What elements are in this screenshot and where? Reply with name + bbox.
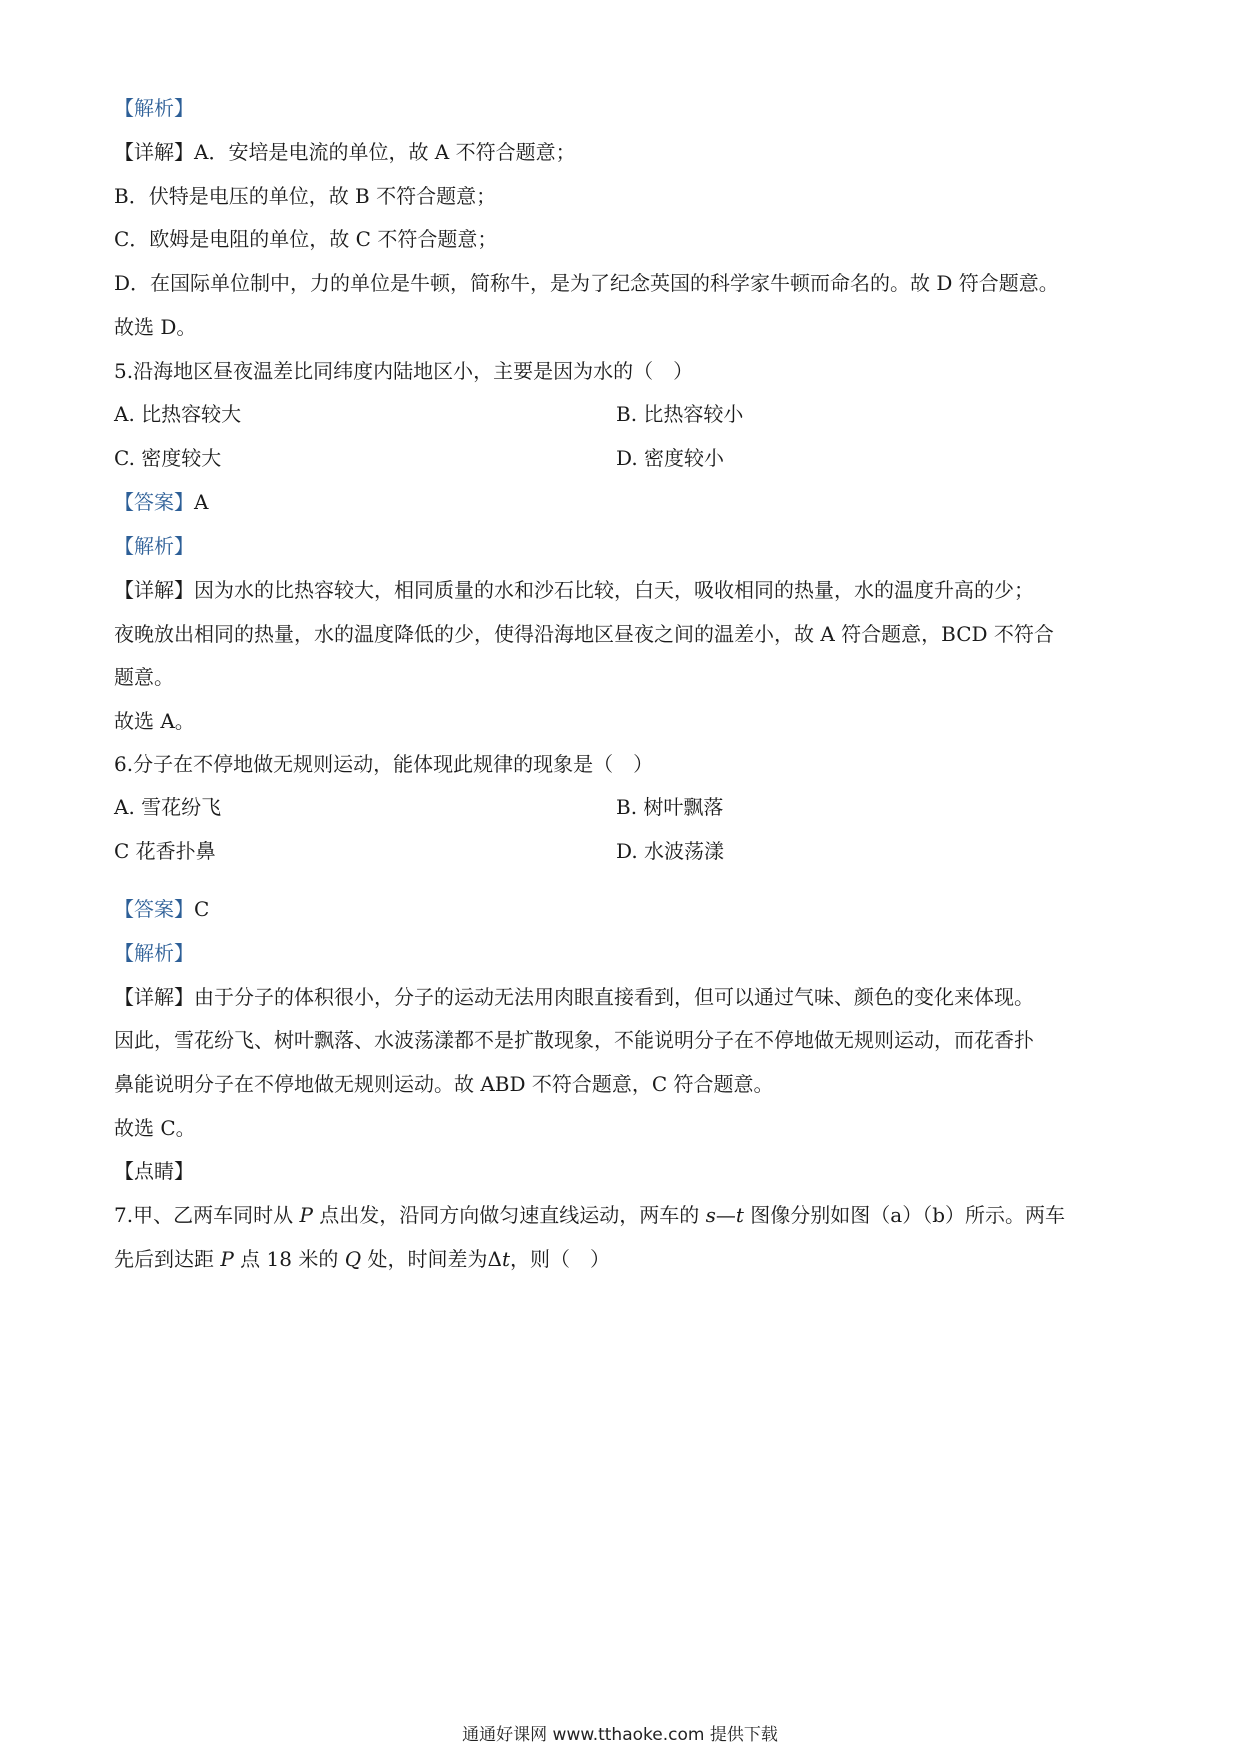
detail-text: 因为水的比热容较大，相同质量的水和沙石比较，白天，吸收相同的热量，水的温度升高的少； bbox=[194, 578, 1034, 602]
q7-var-p: P bbox=[220, 1247, 234, 1271]
q7-var-s: s bbox=[705, 1203, 716, 1227]
q7-var-t: t bbox=[501, 1247, 510, 1271]
q6-stem: 6.分子在不停地做无规则运动，能体现此规律的现象是（ ） bbox=[114, 752, 654, 776]
q5-option-b: B. 比热容较小 bbox=[616, 402, 744, 426]
q6-option-d: D. 水波荡漾 bbox=[616, 839, 725, 863]
q5-analysis: 【解析】 bbox=[114, 534, 194, 558]
line-detail-a: 【详解】A．安培是电流的单位，故 A 不符合题意； bbox=[114, 140, 576, 164]
q7-var-p: P bbox=[299, 1203, 313, 1227]
q7-delta: Δ bbox=[487, 1247, 502, 1271]
q6-choose: 故选 C。 bbox=[114, 1116, 196, 1140]
q5-option-a: A. 比热容较大 bbox=[114, 402, 242, 426]
detail-tag: 【详解】 bbox=[114, 578, 194, 602]
q5-detail-3: 题意。 bbox=[114, 665, 174, 689]
q6-option-b: B. 树叶飘落 bbox=[616, 795, 724, 819]
q5-option-c: C. 密度较大 bbox=[114, 446, 222, 470]
q6-detail-2: 因此，雪花纷飞、树叶飘落、水波荡漾都不是扩散现象，不能说明分子在不停地做无规则运动，而花香扑 bbox=[114, 1028, 1034, 1052]
line-detail-c: C．欧姆是电阻的单位，故 C 不符合题意； bbox=[114, 227, 498, 251]
detail-text: 由于分子的体积很小，分子的运动无法用肉眼直接看到，但可以通过气味、颜色的变化来体现。 bbox=[194, 985, 1034, 1009]
q7-text: ，则（ ） bbox=[509, 1247, 610, 1271]
q5-option-d: D. 密度较小 bbox=[616, 446, 725, 470]
q6-option-a: A. 雪花纷飞 bbox=[114, 795, 222, 819]
q7-var-q: Q bbox=[344, 1247, 362, 1271]
line-detail-d: D．在国际单位制中，力的单位是牛顿，简称牛，是为了纪念英国的科学家牛顿而命名的。故 D 符合题意。 bbox=[114, 271, 1059, 295]
q6-analysis: 【解析】 bbox=[114, 941, 194, 965]
q5-choose: 故选 A。 bbox=[114, 709, 195, 733]
q7-dash: — bbox=[715, 1203, 736, 1227]
detail-tag: 【详解】 bbox=[114, 985, 194, 1009]
q5-detail-1 bbox=[114, 576, 1034, 604]
line-choose-d: 故选 D。 bbox=[114, 315, 197, 339]
line-detail-b: B．伏特是电压的单位，故 B 不符合题意； bbox=[114, 184, 497, 208]
q7-text: 点出发，沿同方向做匀速直线运动，两车的 bbox=[312, 1203, 706, 1227]
line-analysis-1: 【解析】 bbox=[114, 96, 194, 120]
q7-text: 点 18 米的 bbox=[233, 1247, 345, 1271]
q6-detail-3: 鼻能说明分子在不停地做无规则运动。故 ABD 不符合题意，C 符合题意。 bbox=[114, 1072, 774, 1096]
q5-answer bbox=[114, 488, 208, 516]
answer-tag: 【答案】 bbox=[114, 490, 194, 514]
q6-detail-1 bbox=[114, 983, 1034, 1011]
q7-text: 处，时间差为 bbox=[361, 1247, 488, 1271]
q7-stem-line-1 bbox=[114, 1201, 1065, 1229]
q7-stem-line-2 bbox=[114, 1245, 610, 1273]
q7-var-t: t bbox=[735, 1203, 744, 1227]
answer-tag: 【答案】 bbox=[114, 897, 194, 921]
q7-text: 图像分别如图（a）（b）所示。两车 bbox=[743, 1203, 1066, 1227]
q5-detail-2: 夜晚放出相同的热量，水的温度降低的少，使得沿海地区昼夜之间的温差小，故 A 符合题意，BCD 不符合 bbox=[114, 622, 1054, 646]
q7-text: 先后到达距 bbox=[114, 1247, 221, 1271]
q5-stem: 5.沿海地区昼夜温差比同纬度内陆地区小，主要是因为水的（ ） bbox=[114, 359, 694, 383]
q6-point: 【点睛】 bbox=[114, 1159, 194, 1183]
answer-value: C bbox=[194, 897, 210, 921]
q6-option-c: C 花香扑鼻 bbox=[114, 839, 216, 863]
page-footer: 通通好课网 www.tthaoke.com 提供下载 bbox=[462, 1725, 778, 1745]
q7-text: 7.甲、乙两车同时从 bbox=[114, 1203, 300, 1227]
q6-answer bbox=[114, 895, 209, 923]
answer-value: A bbox=[194, 490, 209, 514]
